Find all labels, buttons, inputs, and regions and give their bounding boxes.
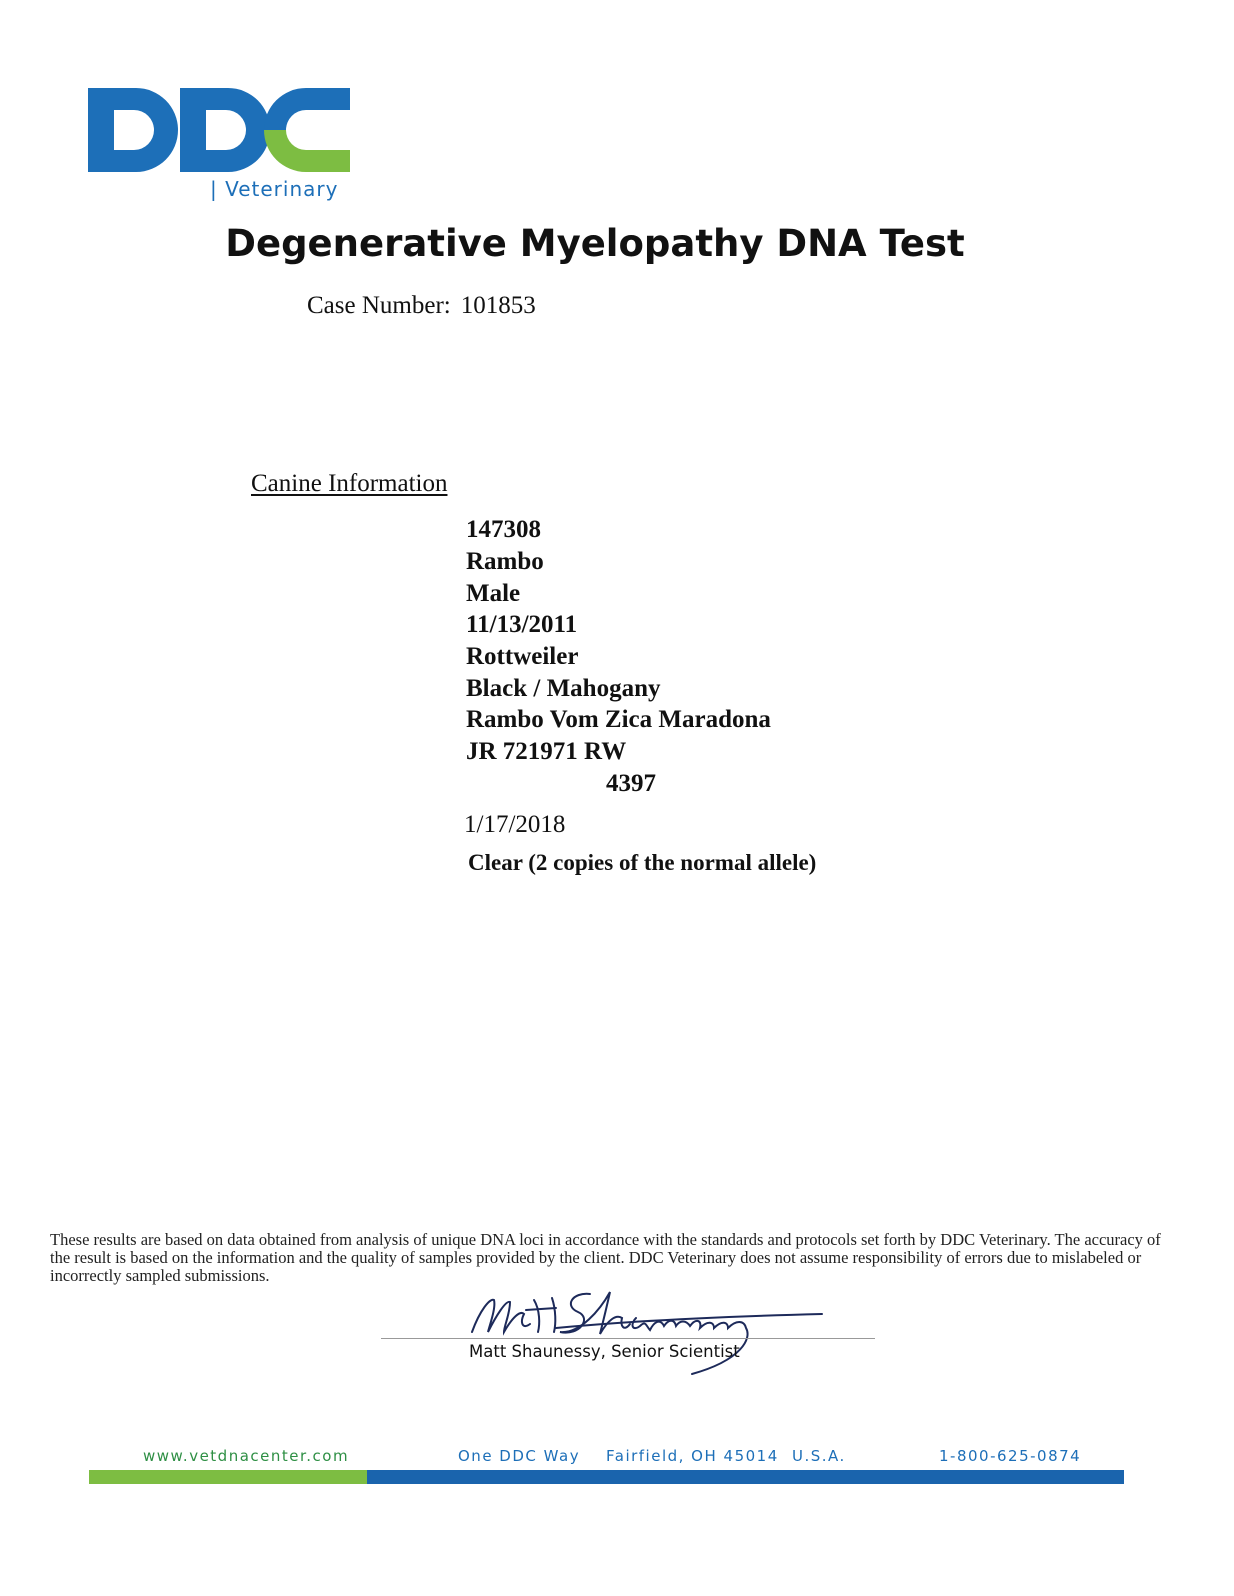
case-number (307, 292, 536, 320)
field-value: 147308 (466, 516, 541, 543)
field-value: Male (466, 580, 521, 607)
ddc-logo (88, 88, 350, 172)
page-title: Degenerative Myelopathy DNA Test (225, 222, 965, 265)
case-number-value: 101853 (460, 292, 536, 319)
footer-address: One DDC Way (458, 1447, 581, 1465)
field-value: Rottweiler (466, 643, 579, 670)
signature-line (381, 1338, 875, 1339)
dna-result-value: Clear (2 copies of the normal allele) (468, 850, 817, 875)
footer-city: Fairfield, OH 45014 (606, 1447, 779, 1465)
field-value: 11/13/2011 (466, 611, 578, 638)
canine-info-heading: Canine Information (251, 470, 448, 497)
signer-name: Matt Shaunessy, Senior Scientist (469, 1342, 740, 1361)
logo-subtitle: | Veterinary (210, 177, 339, 201)
handwritten-signature (460, 1280, 840, 1380)
field-value: Rambo (466, 548, 544, 575)
footer-bar-blue (367, 1470, 1124, 1484)
field-value: Black / Mahogany (466, 675, 661, 702)
footer-bar-green (89, 1470, 367, 1484)
disclaimer-text: These results are based on data obtained from analysis of unique DNA loci in accordance with the standards and protocols set forth by DDC Veterinary. The accuracy of the result is based on the information and the quality of samples provided by the client. DDC Veterinary does not assume responsibility of errors due to mislabeled or incorrectly sampled submissions. (50, 1230, 1161, 1285)
footer-phone: 1-800-625-0874 (939, 1447, 1082, 1465)
footer-website: www.vetdnacenter.com (143, 1447, 350, 1465)
field-value: 4397 (606, 770, 656, 797)
field-value: JR 721971 RW (466, 738, 627, 765)
case-number-label: Case Number: (307, 292, 451, 319)
field-value: Rambo Vom Zica Maradona (466, 706, 771, 733)
report-date-value: 1/17/2018 (464, 811, 566, 838)
footer-country: U.S.A. (792, 1447, 846, 1465)
